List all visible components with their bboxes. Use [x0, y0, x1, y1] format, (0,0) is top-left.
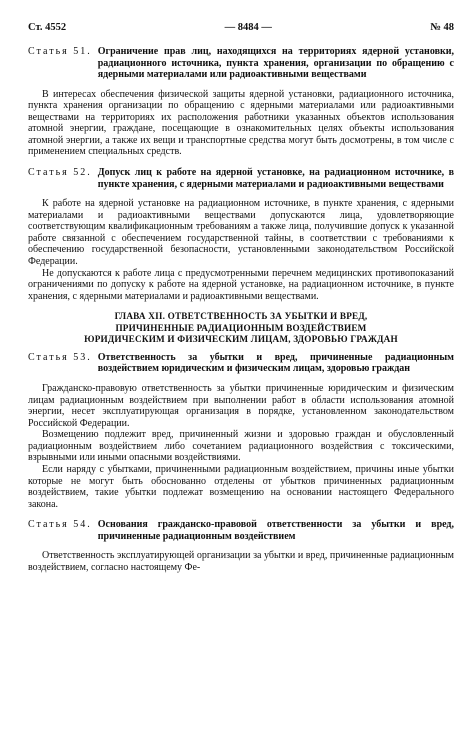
article-54-heading: [28, 519, 454, 542]
header-article-number: Ст. 4552: [28, 22, 67, 33]
article-54-label: Статья 54.: [28, 519, 92, 531]
article-52-heading: [28, 167, 454, 190]
article-53-paragraph-1: Гражданско-правовую ответственность за убытки причиненные юридическим и физическим лицам радиационным воздействием при выполнении работ в области использования атомной энергии, несет эксплуатирующая организация в порядке, установленном законодательством Российской Федерации.: [28, 382, 454, 429]
chapter-heading-line-2: ПРИЧИНЕННЫЕ РАДИАЦИОННЫМ ВОЗДЕЙСТВИЕМ: [115, 322, 367, 333]
article-53-body: [28, 383, 454, 511]
article-53-heading: [28, 352, 454, 375]
article-52-paragraph-1: К работе на ядерной установке на радиационном источнике, в пункте хранения, с ядерными материалами и радиоактивными веществами допускаются лица, удовлетворяющие соответствующим квалификационным требованиям а также лица, получившие допуск к указанной работе связанной с обеспечением государственной тайны, в соответствии с требованиями к обеспечению государственной безопасности, установленными законодательством Российской Федерации.: [28, 198, 454, 268]
article-51-heading: [28, 46, 454, 81]
header-issue-number: № 48: [430, 22, 454, 33]
article-54-paragraph-1: Ответственность эксплуатирующей организации за убытки и вред, причиненные радиационным воздействием, согласно настоящему Фе-: [28, 550, 454, 574]
article-51-paragraph-1: В интересах обеспечения физической защиты ядерной установки, радиационного источника, пункта хранения организации по обращению с ядерными материалами или радиоактивными веществами на территориях их расположения работники указанных объектов использования атомной энергии, граждане, посещающие в ознакомительных целях объекты использования атомной энергии, а также их вещи и транспортные средства могут быть досмотрены, в том числе с применением специальных средств.: [28, 88, 454, 158]
article-51-label: Статья 51.: [28, 46, 92, 57]
article-52-label: Статья 52.: [28, 167, 92, 179]
article-53-label: Статья 53.: [28, 351, 92, 363]
article-52-paragraph-2: Не допускаются к работе лица с предусмотренными перечнем медицинских противопоказаний ограничениями по допуску к работе на ядерной установке, на радиационном источнике, в пункте хранения, с ядерными материалами и радиоактивными веществами.: [28, 267, 454, 302]
article-53-paragraph-2: Возмещению подлежит вред, причиненный жизни и здоровью граждан и обусловленный радиационным воздействием либо сочетанием радиационного воздействия с токсическими, взрывными или иными опасными воздействиями.: [28, 429, 454, 464]
header-page-number: — 8484 —: [224, 22, 272, 33]
chapter-heading: [28, 311, 454, 346]
chapter-heading-line-3: ЮРИДИЧЕСКИМ И ФИЗИЧЕСКИМ ЛИЦАМ, ЗДОРОВЬЮ ГРАЖДАН: [84, 334, 398, 345]
article-52-title: Допуск лиц к работе на ядерной установке, на радиационном источнике, в пункте хранения, с ядерными материалами и радиоактивными веществами: [97, 167, 454, 190]
article-51-title: Ограничение прав лиц, находящихся на территориях ядерной установки, радиационного источника, пункта хранения, организации по обращению с ядерными материалами или радиоактивными веществами: [97, 46, 454, 80]
page-header: [28, 22, 454, 33]
article-54-body: [28, 550, 454, 573]
article-52-body: [28, 198, 454, 302]
article-53-paragraph-3: Если наряду с убытками, причиненными радиационным воздействием, причины иные убытки которые не могут быть обоснованно отделены от убытков причиненных радиационным воздействием, такие убытки подлежат возмещению на основании настоящего Федерального закона.: [28, 464, 454, 510]
article-54-title: Основания гражданско-правовой ответственности за убытки и вред, причиненные радиационным воздействием: [97, 519, 454, 542]
article-53-title: Ответственность за убытки и вред, причиненные радиационным воздействием юридическим и физическим лицам, здоровью граждан: [97, 351, 454, 375]
chapter-heading-line-1: ГЛАВА XII. ОТВЕТСТВЕННОСТЬ ЗА УБЫТКИ И ВРЕД,: [114, 311, 368, 322]
article-51-body: [28, 89, 454, 159]
